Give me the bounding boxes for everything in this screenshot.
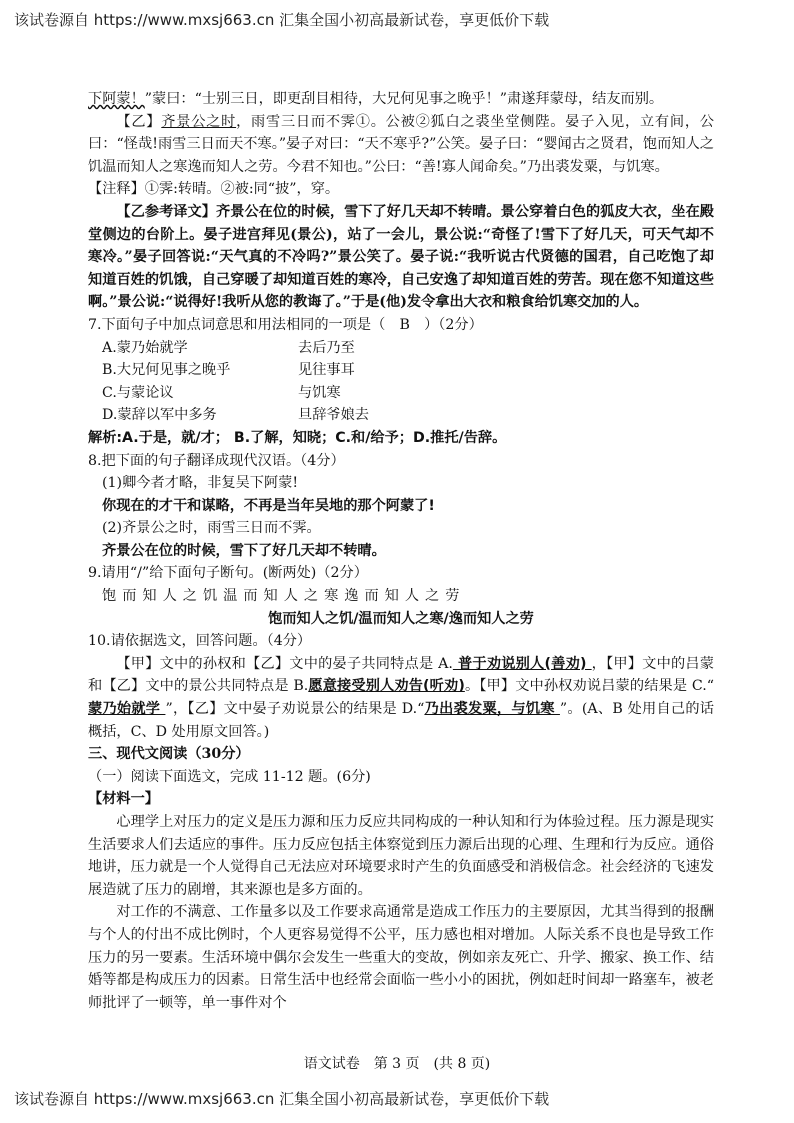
q7-option-c-right: 与饥寒 [298,384,341,401]
yi-translation: 【乙参考译文】齐景公在位的时候，雪下了好几天却不转晴。景公穿着白色的狐皮大衣，坐在殿堂侧边的台阶上。晏子进宫拜见(景公)，站了一会儿，景公说:“奇怪了!雪下了好几天，可天气却不寒冷。”晏子回答说:“天气真的不冷吗?”景公笑了。晏子说:“我听说古代贤德的国君，自己吃饱了却知道百姓的饥饿，自己穿暖了却知道百姓的寒冷，自己安逸了却知道百姓的劳苦。现在您不知道这些啊。”景公说:“说得好!我听从您的教诲了。”于是(他)发令拿出大衣和粮食给饥寒交加的人。 [88,203,714,311]
q8-stem: 8.把下面的句子翻译成现代汉语。（4分） [88,452,345,469]
q9-stem: 9.请用“/”给下面句子断句。(断两处)（2分） [88,565,368,582]
passage-yi: 【乙】齐景公之时，雨雪三日而不霁①。公被②狐白之裘坐堂侧陛。晏子入见，立有间，公曰：“怪哉!雨雪三日而天不寒。”晏子对曰：“天不寒乎?”公笑。晏子曰：“婴闻古之贤君，饱而知人之饥温而知人之寒逸而知人之劳。今君不知也。”公曰：“善!寡人闻命矣。”乃出裘发粟，与饥寒。 [88,113,714,175]
underlined-phrase: 齐景公之时 [161,113,237,130]
q10-answer-d: 乃出裘发粟，与饥寒 [424,701,560,718]
material-1-label: 【材料一】 [88,791,159,808]
material-1-paragraph-2: 对工作的不满意、工作量多以及工作要求高通常是造成工作压力的主要原因，尤其当得到的报酬与个人的付出不成比例时，个人更容易觉得不公平，压力感也相对增加。人际关系不良也是导致工作压力的另一要素。生活环境中偶尔会发生一些重大的变故，例如亲友死亡、升学、搬家、换工作、结婚等都是构成压力的因素。日常生活中也经常会面临一些小小的困扰，例如赶时间却一路塞车，被老师批评了一顿等，单一事件对个 [88,904,714,1011]
wavy-underlined-phrase: 下阿蒙！ [88,91,145,107]
q10-stem: 10.请依据选文，回答问题。（4分） [88,633,312,650]
q7-stem: 7.下面句子中加点词意思和用法相同的一项是（ B ）（2分） [88,316,483,333]
passage-jia-end: 下阿蒙！”蒙曰：“士别三日，即更刮目相待，大兄何见事之晚乎！”肃遂拜蒙母，结友而别。 [88,91,664,107]
q7-option-d-right: 旦辞爷娘去 [298,407,369,424]
material-1-paragraph-1: 心理学上对压力的定义是压力源和压力反应共同构成的一种认知和行为体验过程。压力源是现实生活要求人们去适应的事件。压力反应包括主体察觉到压力源后出现的心理、生理和行为反应。通俗地讲，压力就是一个人觉得自己无法应对环境要求时产生的负面感受和消极信念。社会经济的飞速发展造就了压力的剧增，其来源也是多方面的。 [88,814,714,898]
q8-sentence-2: (2)齐景公之时，雨雪三日而不霁。 [102,520,321,537]
q7-options [88,337,714,427]
subsection-1-heading: （一）阅读下面选文，完成 11-12 题。(6分) [88,768,371,785]
q7-option-c-left: C.与蒙论议 [102,384,174,401]
q7-option-b-left: B.大兄何见事之晚乎 [102,362,231,379]
header-banner: 该试卷源自 https://www.mxsj663.cn 汇集全国小初高最新试卷，享更低价下载 [14,11,550,29]
q10-answer-b: 愿意接受别人劝告(听劝) [308,678,465,695]
footer-banner: 该试卷源自 https://www.mxsj663.cn 汇集全国小初高最新试卷，享更低价下载 [14,1090,550,1108]
q10-body: 【甲】文中的孙权和【乙】文中的晏子共同特点是 A. 普于劝说别人(善劝) ，【甲】文中的吕蒙和【乙】文中的景公共同特点是 B.愿意接受别人劝告(听劝)。【甲】文中孙权劝说吕蒙的结果是 C.“ 蒙乃始就学 ”，【乙】文中晏子劝说景公的结果是 D.“乃出裘发粟，与饥寒 ”。(A、B 处用自己的话概括，C、D 处用原文回答。) [88,655,714,740]
notes: 【注释】①霁:转晴。②被:同“披”，穿。 [88,181,340,198]
q7-analysis: 解析:A.于是，就/才； B.了解，知晓；C.和/给予；D.推托/告辞。 [88,429,507,446]
q8-sentence-1: (1)卿今者才略，非复吴下阿蒙! [102,475,299,492]
q8-answer-2: 齐景公在位的时候，雪下了好几天却不转晴。 [102,542,386,559]
q7-option-a-right: 去后乃至 [298,339,355,356]
q8-answer-1: 你现在的才干和谋略，不再是当年吴地的那个阿蒙了! [102,497,435,514]
q7-option-b-right: 见往事耳 [298,362,355,379]
q10-answer-c: 蒙乃始就学 [88,701,166,718]
q7-option-a-left: A.蒙乃始就学 [102,339,188,356]
q9-answer: 饱而知人之饥/温而知人之寒/逸而知人之劳 [268,610,534,627]
q9-sentence: 饱而知人之饥温而知人之寒逸而知人之劳 [102,588,466,605]
q7-option-d-left: D.蒙辞以军中多务 [102,407,217,424]
page-footer: 语文试卷 第 3 页 (共 8 页) [303,1056,491,1072]
page-content [88,88,714,1014]
q10-answer-a: 普于劝说别人(善劝) [452,655,592,672]
section-3-heading: 三、现代文阅读（30分） [88,746,250,763]
